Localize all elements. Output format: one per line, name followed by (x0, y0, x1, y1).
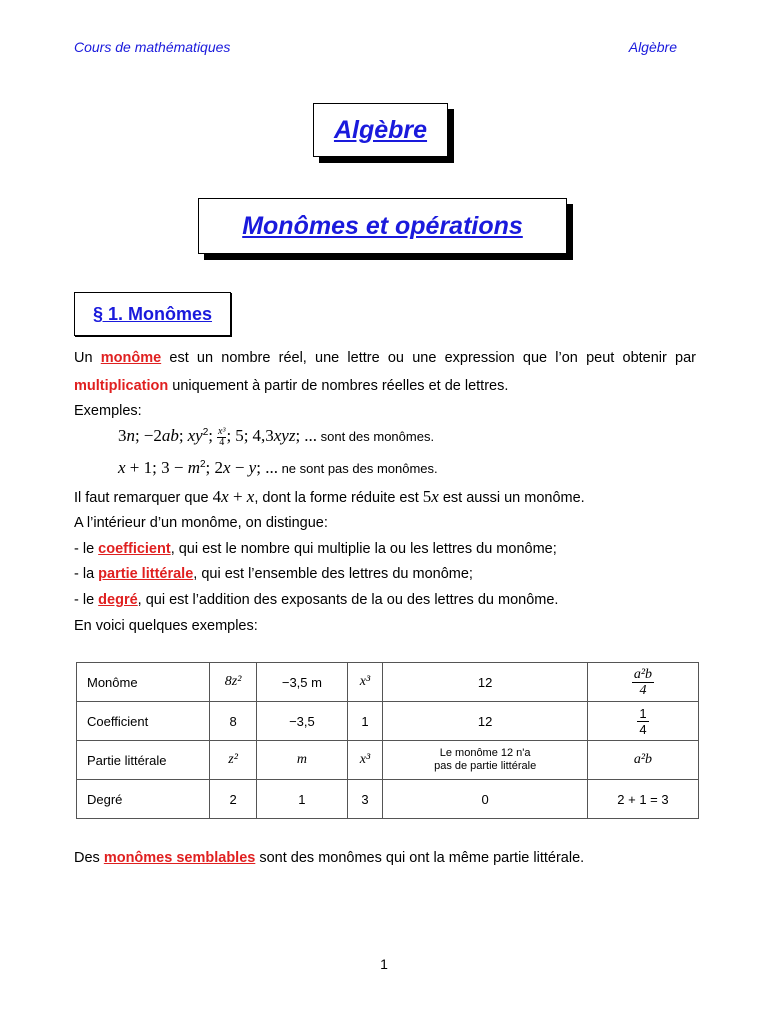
keyword-monomes-semblables: monômes semblables (103, 850, 256, 866)
table-cell: 8z² (210, 663, 257, 702)
table-cell: 12 (383, 663, 588, 702)
example-non-monomes: x + 1; $3 - m^2$; 2x − y; ... ne sont pas des monômes. (118, 458, 438, 477)
item-coefficient: - le coefficient, qui est le nombre qui multiplie la ou les lettres du monôme; (74, 541, 557, 557)
item-partie-litterale: - la partie littérale, qui est l’ensemble des lettres du monôme; (74, 566, 473, 582)
section-heading-box (74, 292, 231, 336)
remark-line: Il faut remarquer que 4x + x, dont la forme réduite est 5x est aussi un monôme. (74, 487, 585, 506)
example-monomes: 3n; −2ab; $xy^2$; $\frac{\text{x³}}{4}$ ; 5; 4,3xyz; ... sont des monômes. (118, 425, 435, 448)
examples-label: Exemples: (74, 403, 142, 419)
table-cell: m (257, 741, 347, 780)
page-title-box (313, 103, 448, 157)
table-row (77, 702, 699, 741)
definition-line-1: Un monôme est un nombre réel, une lettre ou une expression que l’on peut obtenir par (74, 350, 696, 366)
table-row (77, 663, 699, 702)
definition-line-2: multiplication uniquement à partir de nombres réelles et de lettres. (74, 378, 509, 394)
table-cell: 1 (347, 702, 383, 741)
table-cell: −3,5 (257, 702, 347, 741)
table-cell: a²b (587, 741, 698, 780)
table-cell: 2 (210, 780, 257, 819)
row-header: Partie littérale (77, 741, 210, 780)
row-header: Monôme (77, 663, 210, 702)
keyword-monome: monôme (100, 350, 162, 366)
keyword-multiplication: multiplication (74, 378, 169, 394)
table-cell: 12 (383, 702, 588, 741)
table-cell: 8 (210, 702, 257, 741)
page-number: 1 (380, 956, 388, 972)
table-cell: 3 (347, 780, 383, 819)
distinguish-line: A l’intérieur d’un monôme, on distingue: (74, 515, 328, 531)
header-chapter: Algèbre (628, 39, 677, 55)
row-header: Coefficient (77, 702, 210, 741)
table-cell: x³ (347, 741, 383, 780)
header-course-title: Cours de mathématiques (74, 39, 231, 55)
page-subtitle: Monômes et opérations (242, 212, 523, 240)
table-row (77, 780, 699, 819)
row-header: Degré (77, 780, 210, 819)
table-cell: x³ (347, 663, 383, 702)
item-degre: - le degré, qui est l’addition des exposants de la ou des lettres du monôme. (74, 592, 559, 608)
closing-line: Des monômes semblables sont des monômes qui ont la même partie littérale. (74, 850, 585, 866)
table-cell: 2 + 1 = 3 (587, 780, 698, 819)
table-cell: −3,5 m (257, 663, 347, 702)
page-title: Algèbre (333, 116, 428, 144)
section-heading: § 1. Monômes (92, 304, 213, 324)
table-cell: $\frac{\text{a²b}}{4}$ (587, 663, 698, 702)
examples-intro: En voici quelques exemples: (74, 618, 258, 634)
table-cell: 0 (383, 780, 588, 819)
fraction-x3-over-4: $\frac{\text{x³}}{4}$ (218, 425, 226, 448)
table-cell: Le monôme 12 n'a pas de partie littérale (383, 741, 588, 780)
table-cell: z² (210, 741, 257, 780)
monome-table (76, 662, 699, 819)
page-subtitle-box (198, 198, 567, 254)
table-cell: 1 (257, 780, 347, 819)
table-row (77, 741, 699, 780)
table-cell: $\frac{1}{4}$ (587, 702, 698, 741)
